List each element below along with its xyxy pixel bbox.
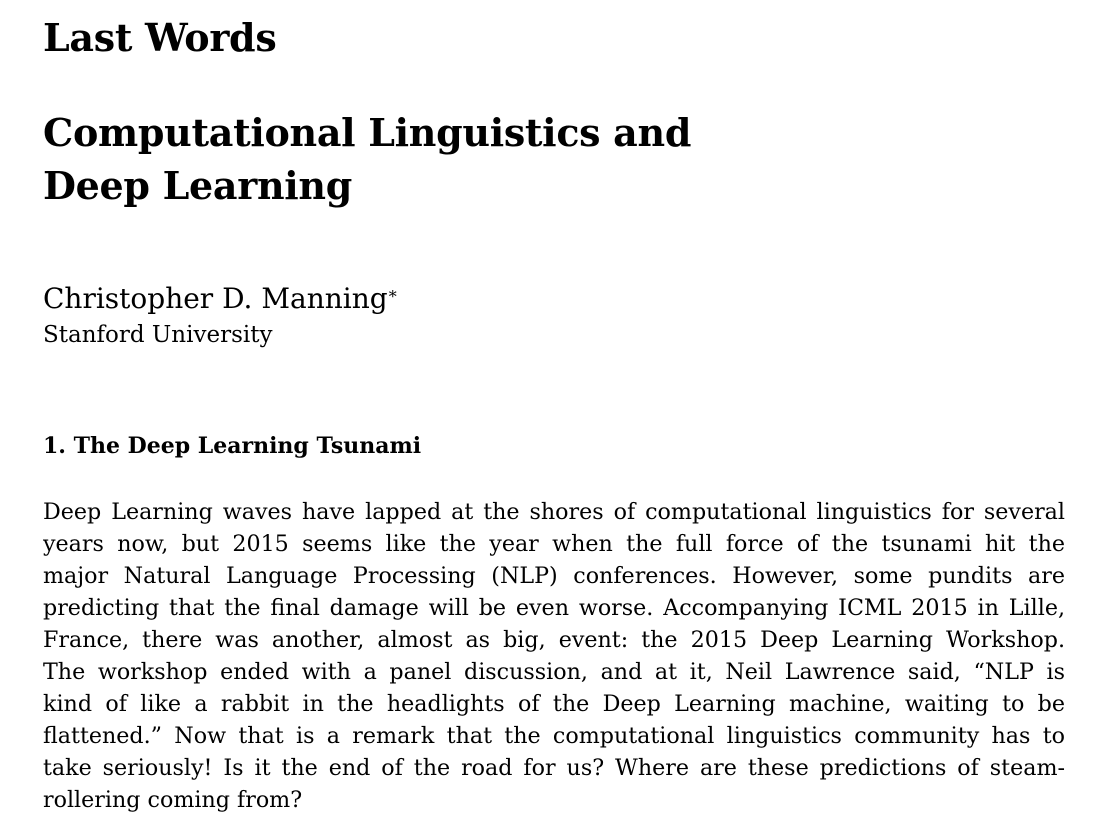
author-footnote-mark: * bbox=[388, 287, 397, 306]
body-line: predicting that the final damage will be even worse. Accompanying ICML 2015 in Lille, bbox=[43, 595, 1065, 621]
body-line: kind of like a rabbit in the headlights of the Deep Learning machine, waiting to be bbox=[43, 691, 1065, 717]
body-line: major Natural Language Processing (NLP) conferences. However, some pundits are bbox=[43, 563, 1065, 589]
title-line-1: Computational Linguistics and bbox=[43, 110, 692, 155]
author-affiliation: Stanford University bbox=[43, 322, 273, 348]
body-line: Deep Learning waves have lapped at the shores of computational linguistics for several bbox=[43, 499, 1065, 525]
body-line: flattened.” Now that is a remark that the computational linguistics community has to bbox=[43, 723, 1065, 749]
body-line: take seriously! Is it the end of the road for us? Where are these predictions of steam- bbox=[43, 755, 1065, 781]
section-heading: 1. The Deep Learning Tsunami bbox=[43, 433, 422, 459]
section-label: Last Words bbox=[43, 15, 277, 60]
body-line: years now, but 2015 seems like the year when the full force of the tsunami hit the bbox=[43, 531, 1065, 557]
body-line: rollering coming from? bbox=[43, 787, 303, 813]
body-line: France, there was another, almost as big, event: the 2015 Deep Learning Workshop. bbox=[43, 627, 1065, 653]
author-name-block bbox=[43, 280, 397, 318]
body-paragraph bbox=[43, 496, 1065, 816]
title-line-2: Deep Learning bbox=[43, 163, 353, 208]
author-name: Christopher D. Manning bbox=[43, 282, 388, 315]
body-line: The workshop ended with a panel discussion, and at it, Neil Lawrence said, “NLP is bbox=[43, 659, 1065, 685]
paper-title bbox=[43, 106, 691, 212]
